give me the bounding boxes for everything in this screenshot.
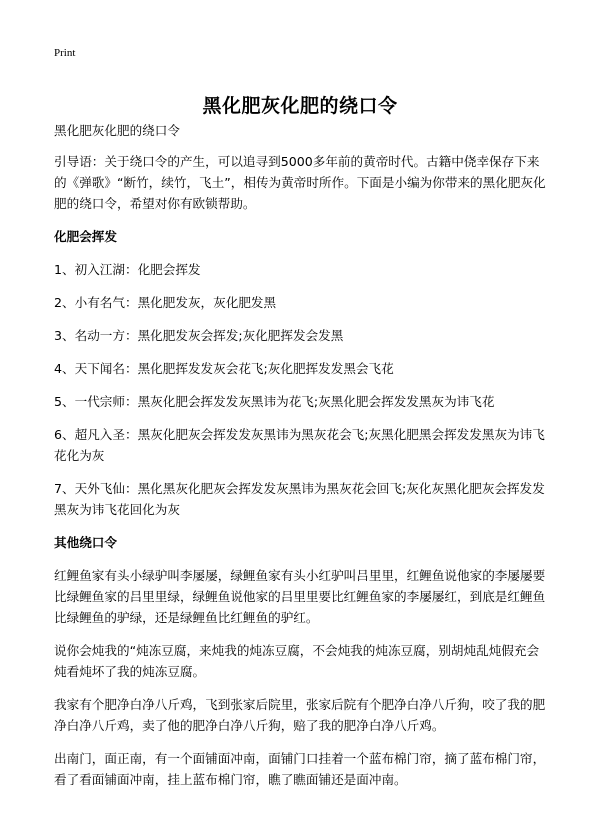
intro-paragraph: 引导语：关于绕口令的产生，可以追寻到5000多年前的黄帝时代。古籍中侥幸保存下来的《弹歌》“断竹，续竹，飞土”，相传为黄帝时所作。下面是小编为你带来的黑化肥灰化肥的绕口令，希望对你有欧锁帮助。 bbox=[54, 154, 546, 211]
level-item: 2、小有名气：黑化肥发灰，灰化肥发黑 bbox=[54, 295, 277, 310]
print-link[interactable]: Print bbox=[54, 47, 76, 59]
document-subtitle: 黑化肥灰化肥的绕口令 bbox=[54, 123, 180, 138]
document-title: 黑化肥灰化肥的绕口令 bbox=[202, 94, 398, 117]
level-item: 7、天外飞仙：黑化黑灰化肥灰会挥发发灰黑讳为黑灰花会回飞;灰化灰黑化肥灰会挥发发黑灰为讳飞花回化为灰 bbox=[54, 481, 545, 517]
level-item: 4、天下闻名：黑化肥挥发发灰会花飞;灰化肥挥发发黑会飞花 bbox=[54, 361, 394, 376]
tongue-twister-paragraph: 我家有个肥净白净八斤鸡，飞到张家后院里，张家后院有个肥净白净八斤狗，咬了我的肥净白净八斤鸡，卖了他的肥净白净八斤狗，赔了我的肥净白净八斤鸡。 bbox=[54, 697, 546, 733]
tongue-twister-paragraph: 红鲤鱼家有头小绿驴叫李屡屡，绿鲤鱼家有头小红驴叫吕里里，红鲤鱼说他家的李屡屡要比绿鲤鱼家的吕里里绿，绿鲤鱼说他家的吕里里要比红鲤鱼家的李屡屡红，到底是红鲤鱼比绿鲤鱼的驴绿，还是绿鲤鱼比红鲤鱼的驴红。 bbox=[54, 568, 546, 625]
document-body bbox=[54, 120, 548, 802]
section-heading-fertilizer: 化肥会挥发 bbox=[54, 229, 117, 244]
section-heading-other: 其他绕口令 bbox=[54, 535, 117, 550]
tongue-twister-paragraph: 说你会炖我的“炖冻豆腐，来炖我的炖冻豆腐，不会炖我的炖冻豆腐，别胡炖乱炖假充会炖看炖坏了我的炖冻豆腐。 bbox=[54, 643, 540, 679]
tongue-twister-paragraph: 出南门，面正南，有一个面铺面冲南，面铺门口挂着一个蓝布棉门帘，摘了蓝布棉门帘，看了看面铺面冲南，挂上蓝布棉门帘，瞧了瞧面铺还是面冲南。 bbox=[54, 751, 546, 787]
level-item: 1、初入江湖：化肥会挥发 bbox=[54, 262, 201, 277]
level-item: 3、名动一方：黑化肥发灰会挥发;灰化肥挥发会发黑 bbox=[54, 328, 344, 343]
level-item: 5、一代宗师：黑灰化肥会挥发发灰黑讳为花飞;灰黑化肥会挥发发黑灰为讳飞花 bbox=[54, 394, 495, 409]
level-item: 6、超凡入圣：黑灰化肥灰会挥发发灰黑讳为黑灰花会飞;灰黑化肥黑会挥发发黑灰为讳飞花化为灰 bbox=[54, 427, 545, 463]
